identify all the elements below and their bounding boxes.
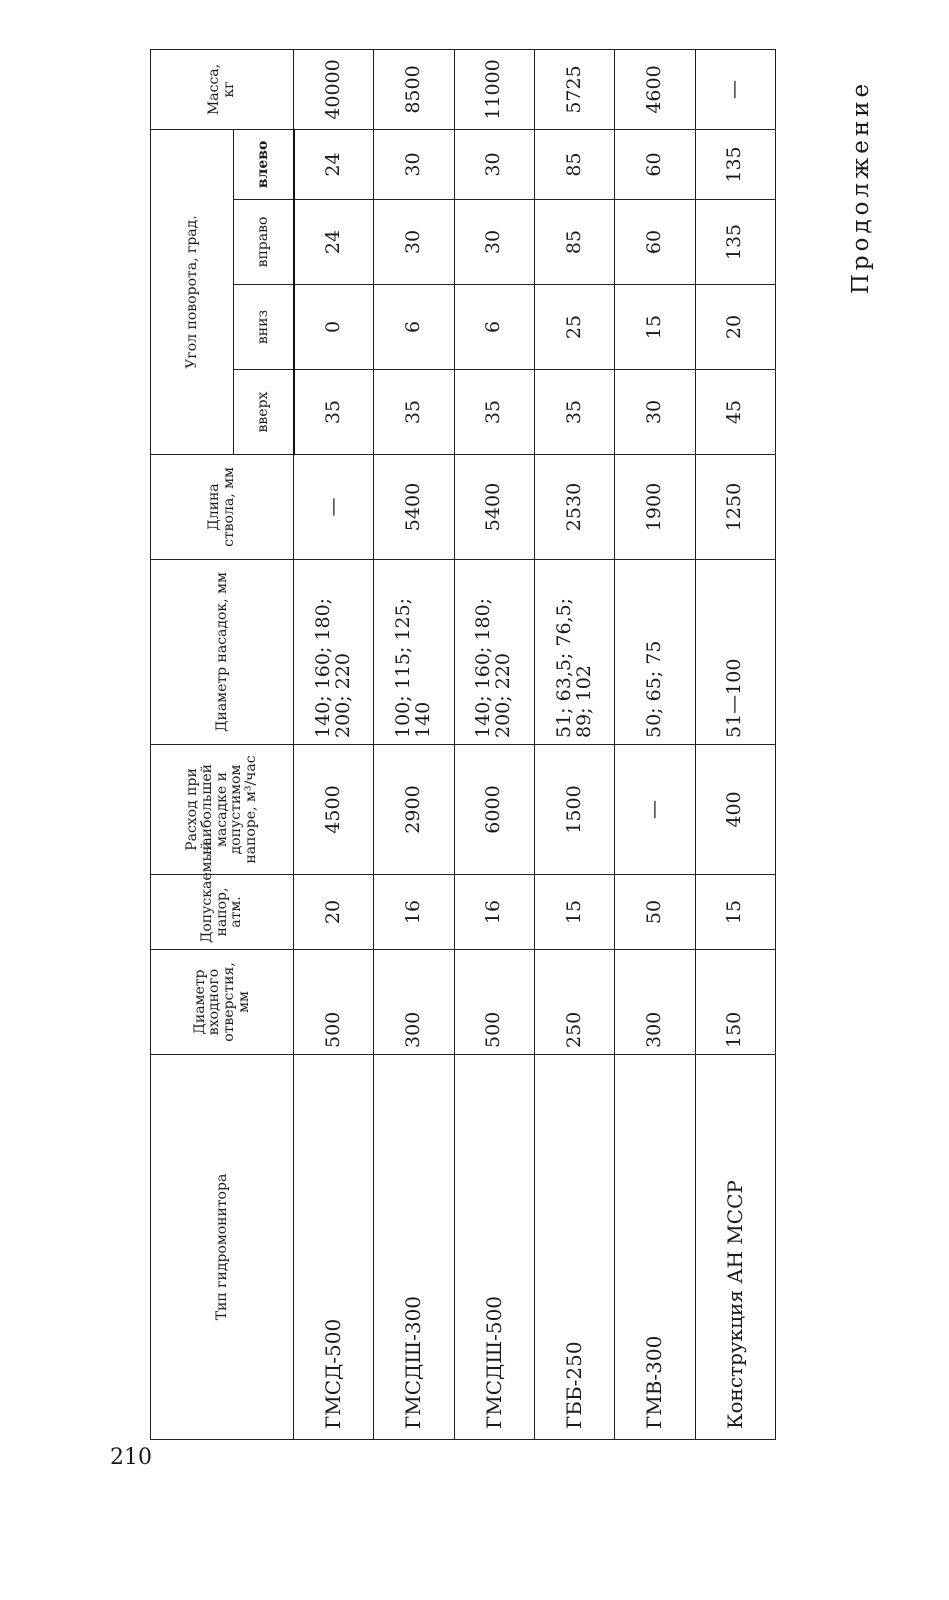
cell-type: ГМСДШ-500 xyxy=(454,1055,534,1440)
table-row xyxy=(615,49,695,1439)
cell-inlet: 500 xyxy=(294,950,374,1055)
header-flow: Расход при наибольшей масадке и допустимом напоре, м³/час xyxy=(151,745,294,875)
cell-up: 35 xyxy=(454,370,534,455)
cell-mass: — xyxy=(695,49,775,129)
cell-flow: 4500 xyxy=(294,745,374,875)
cell-pressure: 15 xyxy=(534,875,614,950)
cell-flow: 6000 xyxy=(454,745,534,875)
cell-right: 30 xyxy=(454,200,534,285)
cell-length: 2530 xyxy=(534,455,614,560)
cell-nozzles: 50; 65; 75 xyxy=(615,560,695,745)
cell-flow: 1500 xyxy=(534,745,614,875)
cell-up: 35 xyxy=(294,370,374,455)
cell-left: 85 xyxy=(534,129,614,199)
cell-pressure: 20 xyxy=(294,875,374,950)
cell-down: 25 xyxy=(534,285,614,370)
cell-nozzles: 51—100 xyxy=(695,560,775,745)
cell-mass: 11000 xyxy=(454,49,534,129)
cell-right: 30 xyxy=(374,200,454,285)
page-number: 210 xyxy=(110,1445,152,1470)
cell-length: — xyxy=(294,455,374,560)
cell-inlet: 300 xyxy=(615,950,695,1055)
cell-length: 5400 xyxy=(454,455,534,560)
cell-up: 35 xyxy=(534,370,614,455)
cell-left: 135 xyxy=(695,129,775,199)
cell-down: 0 xyxy=(294,285,374,370)
cell-type: Конструкция АН МССР xyxy=(695,1055,775,1440)
header-inlet-diameter: Диаметр входного отверстия, мм xyxy=(151,950,294,1055)
cell-pressure: 16 xyxy=(374,875,454,950)
cell-inlet: 250 xyxy=(534,950,614,1055)
header-type: Тип гидромонитора xyxy=(151,1055,294,1440)
cell-mass: 4600 xyxy=(615,49,695,129)
cell-left: 60 xyxy=(615,129,695,199)
header-right: вправо xyxy=(234,200,294,285)
header-allowed-pressure: Допускаемый напор, атм. xyxy=(151,875,294,950)
cell-right: 60 xyxy=(615,200,695,285)
cell-right: 24 xyxy=(294,200,374,285)
table-row xyxy=(294,49,374,1439)
cell-type: ГББ-250 xyxy=(534,1055,614,1440)
continuation-title xyxy=(826,62,896,312)
cell-length: 1250 xyxy=(695,455,775,560)
cell-type: ГМВ-300 xyxy=(615,1055,695,1440)
cell-mass: 40000 xyxy=(294,49,374,129)
cell-type: ГМСД-500 xyxy=(294,1055,374,1440)
cell-right: 135 xyxy=(695,200,775,285)
cell-type: ГМСДШ-300 xyxy=(374,1055,454,1440)
hydromonitor-spec-table xyxy=(150,49,776,1440)
cell-right: 85 xyxy=(534,200,614,285)
cell-pressure: 15 xyxy=(695,875,775,950)
header-left: влево xyxy=(234,129,294,199)
header-mass: Масса, кг xyxy=(151,49,294,129)
cell-down: 6 xyxy=(454,285,534,370)
cell-up: 45 xyxy=(695,370,775,455)
cell-up: 35 xyxy=(374,370,454,455)
cell-left: 30 xyxy=(374,129,454,199)
header-rotation-angle: Угол поворота, град. xyxy=(151,129,234,454)
cell-nozzles: 140; 160; 180; 200; 220 xyxy=(454,560,534,745)
table-row xyxy=(454,49,534,1439)
cell-nozzles: 51; 63,5; 76,5; 89; 102 xyxy=(534,560,614,745)
cell-down: 20 xyxy=(695,285,775,370)
cell-inlet: 500 xyxy=(454,950,534,1055)
cell-down: 15 xyxy=(615,285,695,370)
cell-length: 5400 xyxy=(374,455,454,560)
cell-length: 1900 xyxy=(615,455,695,560)
table-row xyxy=(534,49,614,1439)
header-up: вверх xyxy=(234,370,294,455)
cell-inlet: 150 xyxy=(695,950,775,1055)
table-header-row xyxy=(151,49,234,1439)
cell-mass: 8500 xyxy=(374,49,454,129)
cell-flow: 2900 xyxy=(374,745,454,875)
cell-left: 24 xyxy=(294,129,374,199)
cell-inlet: 300 xyxy=(374,950,454,1055)
continuation-title-text: Продолжение xyxy=(848,79,875,295)
cell-down: 6 xyxy=(374,285,454,370)
table-row xyxy=(695,49,775,1439)
header-nozzle-diameter: Диаметр насадок, мм xyxy=(151,560,294,745)
cell-mass: 5725 xyxy=(534,49,614,129)
header-barrel-length: Длина ствола, мм xyxy=(151,455,294,560)
header-down: вниз xyxy=(234,285,294,370)
cell-up: 30 xyxy=(615,370,695,455)
cell-flow: — xyxy=(615,745,695,875)
cell-left: 30 xyxy=(454,129,534,199)
cell-pressure: 16 xyxy=(454,875,534,950)
rotated-table-wrapper xyxy=(150,59,776,1440)
table-row xyxy=(374,49,454,1439)
cell-flow: 400 xyxy=(695,745,775,875)
cell-nozzles: 140; 160; 180; 200; 220 xyxy=(294,560,374,745)
cell-nozzles: 100; 115; 125; 140 xyxy=(374,560,454,745)
cell-pressure: 50 xyxy=(615,875,695,950)
